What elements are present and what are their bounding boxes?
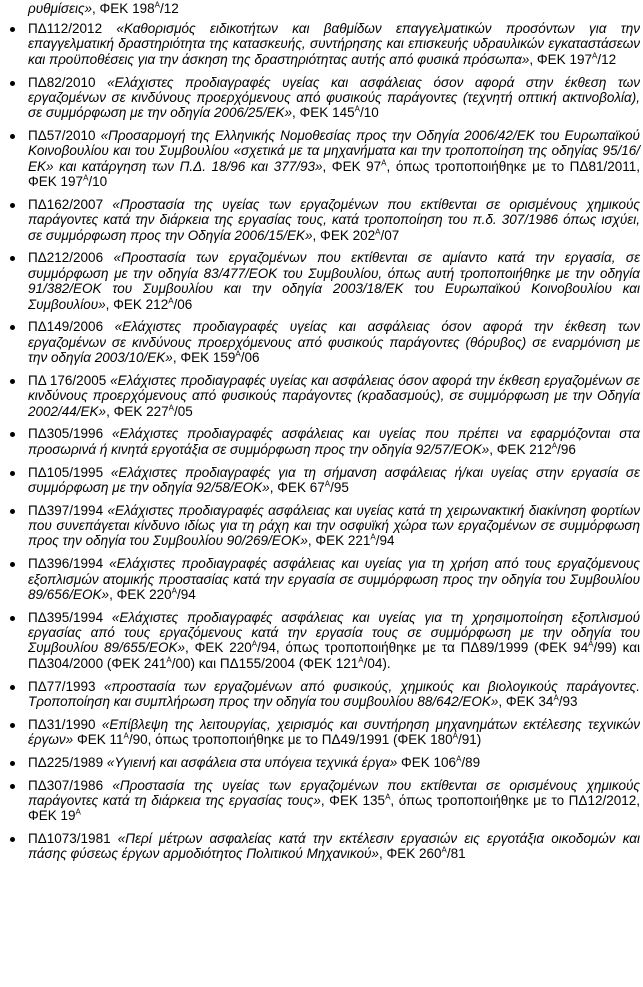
law-gazette: , ΦΕΚ $135^A$, όπως τροποποιήθηκε με το ΠΔ12/2012, ΦΕΚ $19^A$ (28, 792, 640, 824)
law-code: ΠΔ82/2010 (28, 74, 108, 90)
list-item (0, 503, 643, 549)
law-code: ΠΔ105/1995 (28, 464, 111, 480)
legislation-list (0, 21, 643, 869)
law-code: ΠΔ305/1996 (28, 426, 112, 442)
law-code: ΠΔ57/2010 (28, 128, 101, 144)
law-title: «Ελάχιστες προδιαγραφές ασφάλειας και υγείας που πρέπει να εφαρμόζονται στα προσωρινά ή κινητά εργοτάξια σε συμμόρφωση προς την οδηγία 92/57/ΕΟΚ» (28, 426, 640, 457)
continuation-line (28, 1, 638, 16)
bullet-icon (10, 81, 15, 86)
law-gazette: , ΦΕΚ $145^A/10$ (292, 104, 379, 121)
bullet-icon (10, 723, 15, 728)
bullet-icon (10, 784, 15, 789)
list-item (0, 75, 643, 121)
law-code: ΠΔ112/2012 (28, 21, 117, 36)
law-gazette: , ΦΕΚ $260^A/81$ (378, 845, 466, 862)
bullet-icon (10, 685, 15, 690)
law-code: ΠΔ397/1994 (28, 502, 108, 518)
law-gazette: , ΦΕΚ $159^A/06$ (172, 349, 260, 366)
law-title: «Ελάχιστες προδιαγραφές υγείας και ασφάλειας όσον αφορά την έκθεση των εργαζομένων σε κινδύνους προερχόμενους από φυσικούς παράγοντες (θόρυβος) σε εναρμόνιση με την οδηγία 2003/10/ΕΚ» (28, 319, 640, 366)
list-item (0, 197, 643, 243)
list-item (0, 319, 643, 365)
law-title: «Ελάχιστες προδιαγραφές για τη σήμανση ασφάλειας ή/και υγείας στην εργασία σε συμμόρφωση με την οδηγία 92/58/ΕΟΚ» (28, 464, 640, 495)
law-title: «Υγιεινή και ασφάλεια στα υπόγεια τεχνικά έργα» (106, 754, 398, 770)
bullet-icon (10, 325, 15, 330)
law-title: «Προσαρμογή της Ελληνικής Νομοθεσίας προς την Οδηγία 2006/42/ΕΚ του Ευρωπαϊκού Κοινοβουλίου και του Συμβουλίου «σχετικά με τα μηχανήματα και την τροποποίηση της οδηγίας 95/16/ΕΚ» και κατάργηση των Π.Δ. 18/96 και 377/93» (28, 128, 640, 174)
law-code: ΠΔ 176/2005 (28, 372, 111, 388)
law-code: ΠΔ396/1994 (28, 556, 110, 572)
list-item (0, 373, 643, 419)
bullet-icon (10, 256, 15, 261)
law-title: «Ελάχιστες προδιαγραφές ασφάλειας και υγείας κατά τη χειρωνακτική διακίνηση φορτίων που συνεπάγεται κίνδυνο ιδίως για τη ράχη και την οσφυϊκή χώρα των εργαζομένων σε συμμόρφωση προς την οδηγία του Συμβουλίου 90/269/ΕΟΚ» (28, 502, 640, 549)
law-title: «προστασία των εργαζομένων από φυσικούς, χημικούς και βιολογικούς παράγοντες. Τροποποίηση και συμπλήρωση προς την οδηγία του συμβουλίου 88/642/ΕΟΚ» (28, 678, 640, 709)
law-code: ΠΔ1073/1981 (28, 831, 118, 847)
list-item (0, 717, 643, 748)
law-title: «Επίβλεψη της λειτουργίας, χειρισμός και συντήρηση μηχανημάτων εκτέλεσης τεχνικών έργων» (28, 716, 640, 748)
law-gazette: , ΦΕΚ $198^A/12$ (92, 0, 179, 16)
bullet-icon (10, 134, 15, 139)
bullet-icon (10, 616, 15, 621)
bullet-icon (10, 432, 15, 437)
law-gazette: ΦΕΚ $106^A/89$ (397, 754, 481, 770)
bullet-icon (10, 27, 15, 32)
law-gazette: , ΦΕΚ $220^A/94$, όπως τροποποιήθηκε με τα ΠΔ89/1999 (ΦΕΚ $94^A/99$) και ΠΔ304/2000 (ΦΕΚ $241^A/00$) και ΠΔ155/2004 (ΦΕΚ $121^A/04$). (28, 639, 640, 671)
list-item (0, 426, 643, 457)
law-code: ΠΔ31/1990 (28, 716, 102, 732)
law-gazette: ΦΕΚ $11^A/90$, όπως τροποποιήθηκε με το ΠΔ49/1991 (ΦΕΚ $180^A/91$) (73, 731, 482, 748)
law-title: «Ελάχιστες προδιαγραφές ασφάλειας και υγείας για τη χρησιμοποίηση εξοπλισμού εργασίας από τους εργαζόμενους κατά την εργασία τους σε συμμόρφωση με την οδηγία του Συμβουλίου 89/655/ΕΟΚ» (28, 609, 641, 656)
list-item (0, 831, 643, 862)
list-item (0, 679, 643, 710)
bullet-icon (10, 562, 15, 567)
law-code: ΠΔ149/2006 (28, 319, 115, 335)
list-item (0, 128, 643, 190)
law-code: ΠΔ225/1989 (28, 754, 107, 770)
law-code: ΠΔ395/1994 (28, 609, 112, 625)
law-title: «Ελάχιστες προδιαγραφές ασφάλειας και υγείας για τη χρήση από τους εργαζόμενους εξοπλισμών ατομικής προστασίας κατά την εργασία σε συμμόρφωση προς την οδηγία του Συμβουλίου 89/656/ΕΟΚ» (28, 556, 640, 602)
law-gazette: , ΦΕΚ $227^A/05$ (106, 403, 193, 419)
law-gazette: , ΦΕΚ $212^A/96$ (489, 441, 576, 457)
law-gazette: , ΦΕΚ $212^A/06$ (105, 296, 193, 312)
law-code: ΠΔ162/2007 (28, 196, 113, 212)
bullet-icon (10, 509, 15, 514)
list-item (0, 610, 643, 672)
law-code: ΠΔ77/1993 (28, 678, 104, 694)
law-gazette: , ΦΕΚ $221^A/94$ (307, 532, 395, 549)
law-title: «Περί μέτρων ασφαλείας κατά την εκτέλεσιν εργασιών εις εργοτάξια οικοδομών και πάσης φύσεως έργων αρμοδιότητος Πολιτικού Μηχανικού» (28, 831, 640, 862)
law-gazette: , ΦΕΚ $67^A/95$ (269, 479, 349, 495)
list-item (0, 465, 643, 496)
bullet-icon (10, 379, 15, 384)
bullet-icon (10, 761, 15, 766)
list-item (0, 755, 643, 770)
law-title: ρυθμίσεις» (28, 1, 93, 16)
bullet-icon (10, 837, 15, 842)
law-title: «Προστασία των εργαζομένων που εκτίθενται σε αμίαντο κατά την εργασία, σε συμμόρφωση με την οδηγία 83/477/ΕΟΚ του Συμβουλίου, όπως αυτή τροποποιήθηκε με την οδηγία 91/382/ΕΟΚ του Συμβουλίου και την οδηγία 2003/18/ΕΚ του Ευρωπαϊκού Κοινοβουλίου και Συμβουλίου» (28, 250, 640, 312)
law-title: «Ελάχιστες προδιαγραφές υγείας και ασφάλειας όσον αφορά την έκθεση εργαζομένων σε κινδύνους προερχόμενους από φυσικούς παράγοντες (κραδασμούς), σε συμμόρφωση με την Οδηγία 2002/44/ΕΚ» (28, 372, 640, 419)
law-title: «Προστασία της υγείας των εργαζομένων που εκτίθενται σε ορισμένους χημικούς παράγοντες κατά τη διάρκεια της εργασίας τους» (28, 777, 640, 808)
law-gazette: , ΦΕΚ $34^A/93$ (498, 693, 578, 709)
law-gazette: , ΦΕΚ $202^A/07$ (312, 227, 400, 243)
law-code: ΠΔ212/2006 (28, 250, 114, 266)
list-item (0, 21, 643, 67)
list-item (0, 250, 643, 312)
law-code: ΠΔ307/1986 (28, 777, 113, 793)
law-gazette: , ΦΕΚ $97^A$, όπως τροποποιήθηκε με το ΠΔ81/2011, ΦΕΚ $197^A/10$ (28, 158, 640, 190)
law-gazette: , ΦΕΚ $220^A/94$ (109, 586, 196, 602)
bullet-icon (10, 471, 15, 476)
law-title: «Προστασία της υγείας των εργαζομένων που εκτίθενται σε ορισμένους χημικούς παράγοντες κατά την διάρκεια της εργασίας τους, κατά τροποποίηση του π.δ. 307/1986 όπως ισχύει, σε συμμόρφωση προς την Οδηγία 2006/15/ΕΚ» (28, 196, 640, 243)
law-gazette: , ΦΕΚ $197^A/12$ (529, 51, 617, 67)
bullet-icon (10, 203, 15, 208)
law-title: «Ελάχιστες προδιαγραφές υγείας και ασφάλειας όσον αφορά στην έκθεση των εργαζομένων σε κινδύνους προερχόμενους από φυσικούς παράγοντες (τεχνητή οπτική ακτινοβολία), σε συμμόρφωση με την οδηγία 2006/25/ΕΚ» (28, 74, 640, 121)
law-title: «Καθορισμός ειδικοτήτων και βαθμίδων επαγγελματικών προσόντων για την επαγγελματική δραστηριότητα της κατασκευής, συντήρησης και επισκευής υδραυλικών εγκαταστάσεων και προϋποθέσεις για την άσκηση της δραστηριότητας αυτής από φυσικά πρόσωπα» (28, 21, 640, 67)
list-item (0, 556, 643, 602)
list-item (0, 778, 643, 824)
